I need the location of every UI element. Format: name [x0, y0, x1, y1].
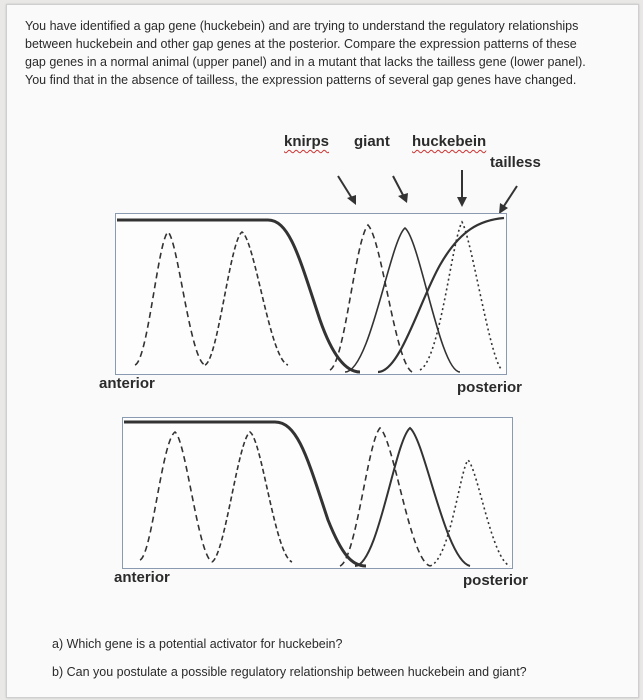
gene-label-huckebein: huckebein	[412, 133, 487, 150]
lower-anterior-label: anterior	[114, 569, 170, 586]
question-b: b) Can you postulate a possible regulatory relationship between huckebein and giant?	[52, 665, 527, 679]
gene-label-knirps: knirps	[284, 133, 330, 150]
gene-label-tailless: tailless	[490, 154, 541, 171]
lower-posterior-label: posterior	[463, 572, 529, 589]
intro-line: between huckebein and other gap genes at the posterior. Compare the expression patterns of these	[25, 37, 577, 51]
curve-anterior-solid-mutant	[124, 422, 366, 566]
curve-dotted-posterior-mutant	[430, 460, 510, 566]
intro-line: You have identified a gap gene (huckebein) and are trying to understand the regulatory relationships	[25, 19, 579, 33]
curve-peak-2-mutant	[212, 432, 292, 562]
upper-anterior-label: anterior	[99, 375, 155, 392]
question-a: a) Which gene is a potential activator for huckebein?	[52, 637, 343, 651]
gene-label-giant: giant	[354, 133, 390, 150]
curve-giant-expanded	[340, 428, 430, 566]
upper-posterior-label: posterior	[457, 379, 523, 396]
intro-line: gap genes in a normal animal (upper panel) and in a mutant that lacks the tailless gene (lower panel).	[25, 55, 586, 69]
intro-line: You find that in the absence of tailless, the expression patterns of several gap genes have changed.	[25, 73, 577, 87]
curve-peak-1-mutant	[140, 432, 212, 562]
